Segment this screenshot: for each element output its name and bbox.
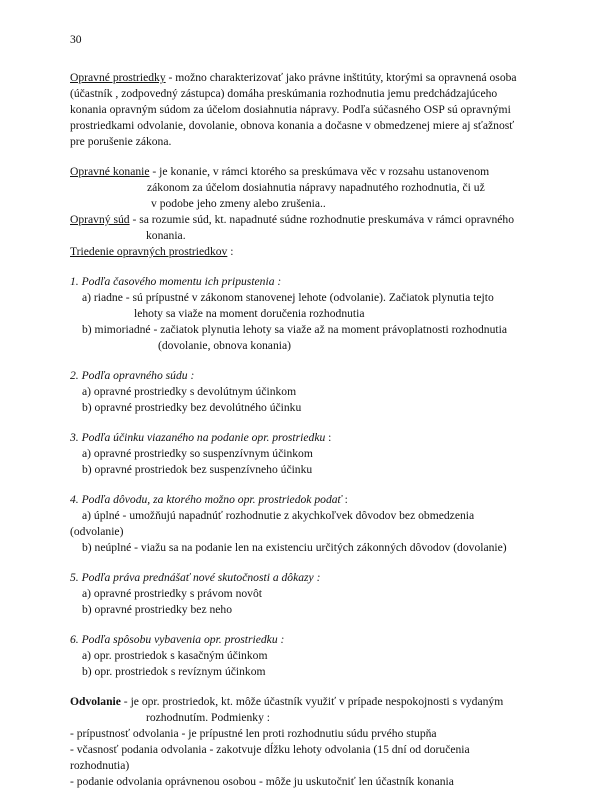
text: - je konanie, v rámci ktorého sa preskúmava věc v rozsahu ustanovenom — [149, 165, 490, 178]
odvolanie-condition-2-line-1: - včasnosť podania odvolania - zakotvuje dĺžku lehoty odvolania (15 dní od doručenia — [70, 743, 470, 756]
odvolanie-definition-line-2: rozhodnutím. Podmienky : — [146, 711, 270, 724]
opravne-konanie-definition-line-2: zákonom za účelom dosiahnutia nápravy napadnutého rozhodnutia, či už — [147, 181, 485, 194]
text: - je opr. prostriedok, kt. môže účastník využiť v prípade nespokojnosti s vydaným — [120, 695, 504, 708]
section-4-heading-text: 4. Podľa dôvodu, za ktorého možno opr. prostriedok podať — [70, 493, 342, 506]
section-5-item-a: a) opravné prostriedky s právom novôt — [82, 587, 262, 600]
odvolanie-definition-line-1 — [70, 694, 503, 710]
section-4-item-a-line-2: (odvolanie) — [70, 525, 124, 538]
opravne-konanie-definition-line-1 — [70, 164, 489, 180]
section-4-item-b: b) neúplné - viažu sa na podanie len na existenciu určitých zákonných dôvodov (dovolanie) — [82, 541, 507, 554]
term-opravne-konanie: Opravné konanie — [70, 165, 150, 178]
opravne-prostriedky-definition-line-1 — [70, 70, 517, 86]
triedenie-heading-text: Triedenie opravných prostriedkov — [70, 245, 228, 258]
triedenie-heading — [70, 244, 233, 260]
text: - možno charakterizovať jako právne inštitúty, ktorými sa opravnená osoba — [165, 71, 517, 84]
section-2-item-a: a) opravné prostriedky s devolútnym účinkom — [82, 385, 297, 398]
section-4-item-a-line-1: a) úplné - umožňujú napadnúť rozhodnutie z akychkoľvek dôvodov bez obmedzenia — [82, 509, 475, 522]
section-3-heading — [70, 430, 331, 446]
text: - sa rozumie súd, kt. napadnuté súdne rozhodnutie preskumáva v rámci opravného — [129, 213, 514, 226]
section-1-item-b-line-2: (dovolanie, obnova konania) — [158, 339, 291, 352]
opravny-sud-definition-line-1 — [70, 212, 514, 228]
odvolanie-condition-2-line-2: rozhodnutia) — [70, 759, 130, 772]
opravne-prostriedky-definition-line-5: pre porušenie zákona. — [70, 135, 172, 148]
section-2-heading: 2. Podľa opravného súdu : — [70, 369, 195, 382]
section-4-heading-colon: : — [341, 493, 348, 506]
section-3-item-a: a) opravné prostriedky so suspenzívnym účinkom — [82, 447, 313, 460]
opravny-sud-definition-line-2: konania. — [146, 229, 186, 242]
section-6-item-b: b) opr. prostriedok s revíznym účinkom — [82, 665, 266, 678]
term-opravne-prostriedky: Opravné prostriedky — [70, 71, 166, 84]
section-1-item-b-line-1: b) mimoriadné - začiatok plynutia lehoty sa viaže až na moment právoplatnosti rozhodnutia — [82, 323, 507, 336]
opravne-prostriedky-definition-line-3: konania opravným súdom za účelom dosiahnutia nápravy. Podľa súčasného OSP sú opravnými — [70, 103, 511, 116]
term-opravny-sud: Opravný súd — [70, 213, 130, 226]
page-number: 30 — [70, 33, 82, 46]
opravne-prostriedky-definition-line-2: (účastník , zodpovedný zástupca) domáha preskúmania rozhodnutia jemu predchádzajúceho — [70, 87, 498, 100]
odvolanie-condition-1: - prípustnosť odvolania - je prípustné len proti rozhodnutiu súdu prvého stupňa — [70, 727, 437, 740]
section-2-item-b: b) opravné prostriedky bez devolútného účinku — [82, 401, 302, 414]
section-1-heading: 1. Podľa časového momentu ich pripustenia : — [70, 275, 282, 288]
section-5-heading: 5. Podľa práva prednášať nové skutočnosti a dôkazy : — [70, 571, 321, 584]
term-odvolanie: Odvolanie — [70, 695, 121, 708]
section-6-item-a: a) opr. prostriedok s kasačným účinkom — [82, 649, 268, 662]
section-3-heading-text: 3. Podľa účinku viazaného na podanie opr. prostriedku — [70, 431, 326, 444]
odvolanie-condition-3: - podanie odvolania oprávnenou osobou - môže ju uskutočniť len účastník konania — [70, 775, 454, 788]
section-3-heading-colon: : — [325, 431, 332, 444]
section-6-heading: 6. Podľa spôsobu vybavenia opr. prostriedku : — [70, 633, 285, 646]
triedenie-heading-colon: : — [227, 245, 234, 258]
opravne-prostriedky-definition-line-4: prostriedkami odvolanie, dovolanie, obnova konania a dočasne v obmedzenej miere aj sťažnosť — [70, 119, 515, 132]
section-1-item-a-line-1: a) riadne - sú prípustné v zákonom stanovenej lehote (odvolanie). Začiatok plynutia tejto — [82, 291, 494, 304]
section-3-item-b: b) opravné prostriedok bez suspenzívneho účinku — [82, 463, 313, 476]
section-5-item-b: b) opravné prostriedky bez neho — [82, 603, 233, 616]
opravne-konanie-definition-line-3: v podobe jeho zmeny alebo zrušenia.. — [151, 197, 326, 210]
section-4-heading — [70, 492, 348, 508]
section-1-item-a-line-2: lehoty sa viaže na moment doručenia rozhodnutia — [134, 307, 365, 320]
